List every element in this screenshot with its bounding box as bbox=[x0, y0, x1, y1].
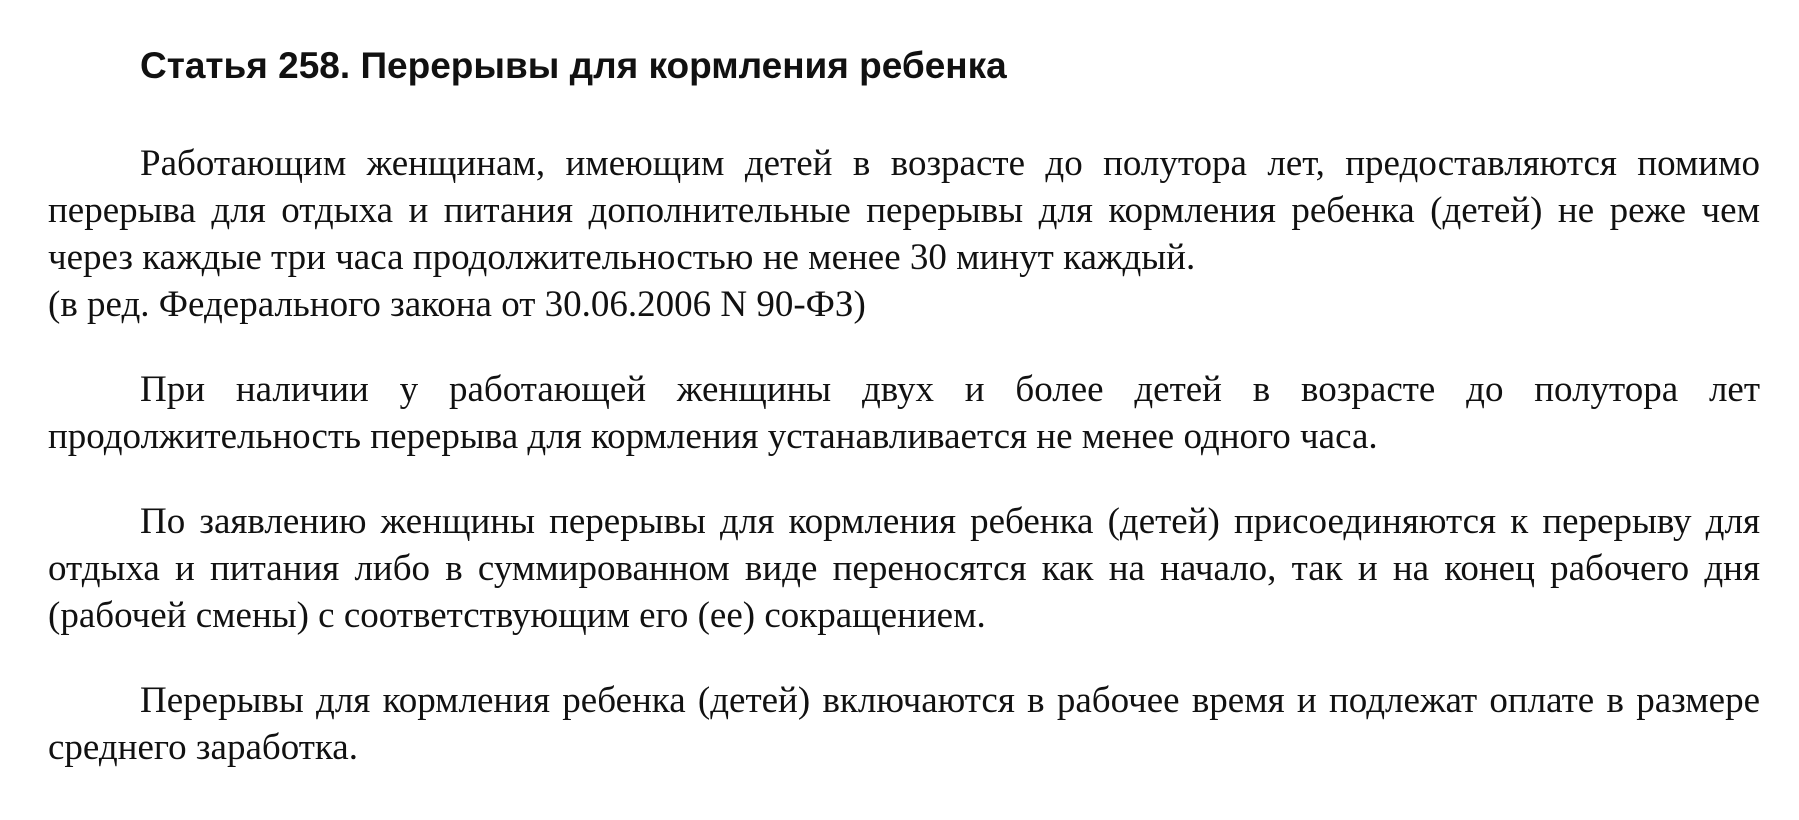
amendment-note: (в ред. Федерального закона от 30.06.2006 N 90-ФЗ) bbox=[48, 284, 866, 325]
article-paragraph-2: При наличии у работающей женщины двух и более детей в возрасте до полутора лет продолжительность перерыва для кормления устанавливается не менее одного часа. bbox=[48, 369, 1760, 457]
document-page bbox=[48, 44, 1760, 809]
article-paragraph-3: По заявлению женщины перерывы для кормления ребенка (детей) присоединяются к перерыву для отдыха и питания либо в суммированном виде переносятся как на начало, так и на конец рабочего дня (рабочей смены) с соответствующим его (ее) сокращением. bbox=[48, 501, 1760, 636]
article-paragraph-4: Перерывы для кормления ребенка (детей) включаются в рабочее время и подлежат оплате в размере среднего заработка. bbox=[48, 680, 1760, 768]
article-paragraph-1: Работающим женщинам, имеющим детей в возрасте до полутора лет, предоставляются помимо перерыва для отдыха и питания дополнительные перерывы для кормления ребенка (детей) не реже чем через каждые три часа продолжительностью не менее 30 минут каждый. bbox=[48, 143, 1760, 278]
article-title: Статья 258. Перерывы для кормления ребенка bbox=[140, 45, 1007, 86]
